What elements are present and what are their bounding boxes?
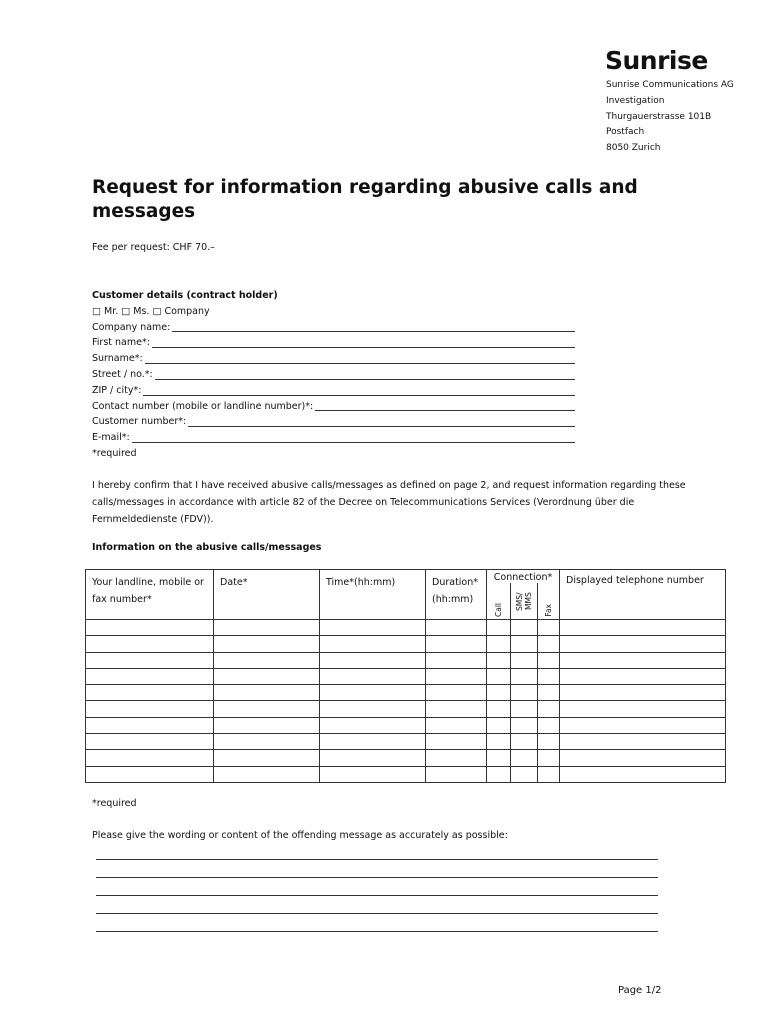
- table-cell[interactable]: [214, 668, 320, 684]
- table-cell[interactable]: [320, 734, 426, 750]
- col-header-sms: [511, 583, 538, 620]
- table-cell[interactable]: [560, 652, 726, 668]
- table-cell[interactable]: [426, 750, 487, 766]
- table-cell[interactable]: [214, 636, 320, 652]
- table-cell[interactable]: [426, 701, 487, 717]
- contact-number-field[interactable]: [92, 399, 575, 415]
- table-cell[interactable]: [511, 734, 538, 750]
- fax-label: Fax: [544, 604, 554, 617]
- writing-line[interactable]: [96, 860, 658, 878]
- table-cell[interactable]: [86, 620, 214, 636]
- document-title: Request for information regarding abusive calls and messages: [92, 177, 638, 222]
- company-name-field[interactable]: [92, 320, 575, 336]
- writing-line[interactable]: [96, 896, 658, 914]
- field-label: Company name:: [92, 321, 171, 333]
- table-cell[interactable]: [320, 685, 426, 701]
- field-label: E-mail*:: [92, 432, 130, 444]
- table-row: [86, 750, 726, 766]
- table-cell[interactable]: [560, 734, 726, 750]
- table-row: [86, 717, 726, 733]
- table-cell[interactable]: [511, 636, 538, 652]
- table-cell[interactable]: [560, 750, 726, 766]
- table-cell[interactable]: [487, 620, 511, 636]
- field-label: Surname*:: [92, 353, 143, 365]
- field-label: Street / no.*:: [92, 368, 153, 380]
- table-cell[interactable]: [487, 734, 511, 750]
- field-label: Contact number (mobile or landline number)*:: [92, 400, 314, 412]
- address-line: Postfach: [606, 127, 645, 138]
- table-row: [86, 734, 726, 750]
- field-label: Customer number*:: [92, 416, 187, 428]
- table-cell[interactable]: [487, 685, 511, 701]
- table-cell[interactable]: [320, 717, 426, 733]
- customer-number-field[interactable]: [92, 414, 575, 430]
- table-cell[interactable]: [426, 652, 487, 668]
- table-cell[interactable]: [538, 750, 560, 766]
- writing-line[interactable]: [96, 842, 658, 860]
- sunrise-logo: Sunrise: [605, 46, 708, 75]
- table-cell[interactable]: [320, 766, 426, 782]
- call-label: Call: [494, 602, 503, 617]
- table-cell[interactable]: [560, 685, 726, 701]
- table-cell[interactable]: [86, 685, 214, 701]
- table-cell[interactable]: [560, 636, 726, 652]
- col-header-date: Date*: [214, 570, 320, 620]
- table-cell[interactable]: [538, 668, 560, 684]
- table-cell[interactable]: [214, 734, 320, 750]
- table-cell[interactable]: [487, 717, 511, 733]
- table-cell[interactable]: [511, 685, 538, 701]
- address-line: Thurgauerstrasse 101B: [606, 111, 712, 122]
- fee-note: Fee per request: CHF 70.–: [92, 242, 215, 253]
- col-header-time: Time*(hh:mm): [320, 570, 426, 620]
- table-cell[interactable]: [487, 652, 511, 668]
- table-row: [86, 668, 726, 684]
- table-cell[interactable]: [487, 636, 511, 652]
- street-field[interactable]: [92, 367, 575, 383]
- table-cell[interactable]: [511, 766, 538, 782]
- table-cell[interactable]: [214, 652, 320, 668]
- table-cell[interactable]: [426, 620, 487, 636]
- table-cell[interactable]: [538, 636, 560, 652]
- table-cell[interactable]: [560, 766, 726, 782]
- table-cell[interactable]: [511, 668, 538, 684]
- table-cell[interactable]: [511, 701, 538, 717]
- col-header-duration: Duration* (hh:mm): [426, 570, 487, 620]
- email-field[interactable]: [92, 430, 575, 446]
- table-cell[interactable]: [487, 701, 511, 717]
- address-line: 8050 Zurich: [606, 143, 661, 154]
- table-cell[interactable]: [426, 685, 487, 701]
- table-cell[interactable]: [86, 668, 214, 684]
- sms-label: SMS/ MMS: [515, 592, 533, 611]
- recipient-address: [606, 78, 734, 157]
- field-label: First name*:: [92, 337, 150, 349]
- address-line: Investigation: [606, 95, 665, 106]
- writing-line[interactable]: [96, 914, 658, 932]
- table-cell[interactable]: [538, 734, 560, 750]
- first-name-field[interactable]: [92, 335, 575, 351]
- table-cell[interactable]: [511, 750, 538, 766]
- table-cell[interactable]: [214, 766, 320, 782]
- col-header-fax: [538, 583, 560, 620]
- table-cell[interactable]: [214, 717, 320, 733]
- customer-details-heading: Customer details (contract holder): [92, 290, 278, 301]
- col-header-call: [487, 583, 511, 620]
- table-cell[interactable]: [320, 620, 426, 636]
- table-cell[interactable]: [320, 750, 426, 766]
- table-cell[interactable]: [214, 750, 320, 766]
- table-cell[interactable]: [86, 717, 214, 733]
- table-row: [86, 701, 726, 717]
- table-cell[interactable]: [320, 668, 426, 684]
- required-note: *required: [92, 447, 137, 459]
- table-cell[interactable]: [487, 750, 511, 766]
- table-cell[interactable]: [560, 668, 726, 684]
- table-cell[interactable]: [538, 766, 560, 782]
- table-cell[interactable]: [214, 620, 320, 636]
- table-cell[interactable]: [214, 685, 320, 701]
- table-cell[interactable]: [487, 668, 511, 684]
- table-cell[interactable]: [538, 685, 560, 701]
- salutation-options[interactable]: □ Mr. □ Ms. □ Company: [92, 305, 210, 317]
- table-cell[interactable]: [511, 620, 538, 636]
- customer-details-section: [92, 288, 575, 462]
- table-row: [86, 766, 726, 782]
- zip-city-field[interactable]: [92, 383, 575, 399]
- col-header-connection: Connection*: [487, 570, 560, 584]
- abusive-calls-table: [85, 569, 726, 783]
- writing-line[interactable]: [96, 878, 658, 896]
- table-cell[interactable]: [426, 717, 487, 733]
- table-cell[interactable]: [426, 734, 487, 750]
- table-cell[interactable]: [487, 766, 511, 782]
- table-cell[interactable]: [86, 734, 214, 750]
- wording-prompt: Please give the wording or content of the offending message as accurately as possible:: [92, 830, 508, 841]
- confirmation-text: I hereby confirm that I have received abusive calls/messages as defined on page 2, and request information regarding these calls/messages in accordance with article 82 of the Decree on Telecommunications Services (Verordnung über die Fernmeldedienste (FDV)).: [92, 480, 686, 525]
- table-cell[interactable]: [538, 701, 560, 717]
- table-cell[interactable]: [320, 652, 426, 668]
- surname-field[interactable]: [92, 351, 575, 367]
- table-cell[interactable]: [320, 701, 426, 717]
- table-cell[interactable]: [426, 636, 487, 652]
- table-cell[interactable]: [560, 701, 726, 717]
- table-cell[interactable]: [426, 766, 487, 782]
- table-cell[interactable]: [86, 766, 214, 782]
- address-line: Sunrise Communications AG: [606, 80, 734, 90]
- abusive-calls-heading: Information on the abusive calls/messages: [92, 542, 322, 553]
- table-cell[interactable]: [86, 750, 214, 766]
- table-row: [86, 685, 726, 701]
- col-header-number: Your landline, mobile or fax number*: [86, 570, 214, 620]
- wording-lines: [0, 842, 658, 932]
- table-row: [86, 620, 726, 636]
- table-cell[interactable]: [426, 668, 487, 684]
- table-row: [86, 652, 726, 668]
- field-label: ZIP / city*:: [92, 384, 142, 396]
- table-cell[interactable]: [86, 701, 214, 717]
- col-header-displayed-number: Displayed telephone number: [560, 570, 726, 620]
- table-cell[interactable]: [538, 717, 560, 733]
- table-cell[interactable]: [320, 636, 426, 652]
- page-number: Page 1/2: [618, 985, 662, 996]
- table-cell[interactable]: [214, 701, 320, 717]
- table-cell[interactable]: [86, 652, 214, 668]
- table-cell[interactable]: [511, 652, 538, 668]
- table-cell[interactable]: [560, 717, 726, 733]
- table-cell[interactable]: [560, 620, 726, 636]
- table-cell[interactable]: [538, 652, 560, 668]
- table-row: [86, 636, 726, 652]
- table-cell[interactable]: [511, 717, 538, 733]
- table-cell[interactable]: [86, 636, 214, 652]
- table-cell[interactable]: [538, 620, 560, 636]
- table-required-note: *required: [92, 798, 137, 809]
